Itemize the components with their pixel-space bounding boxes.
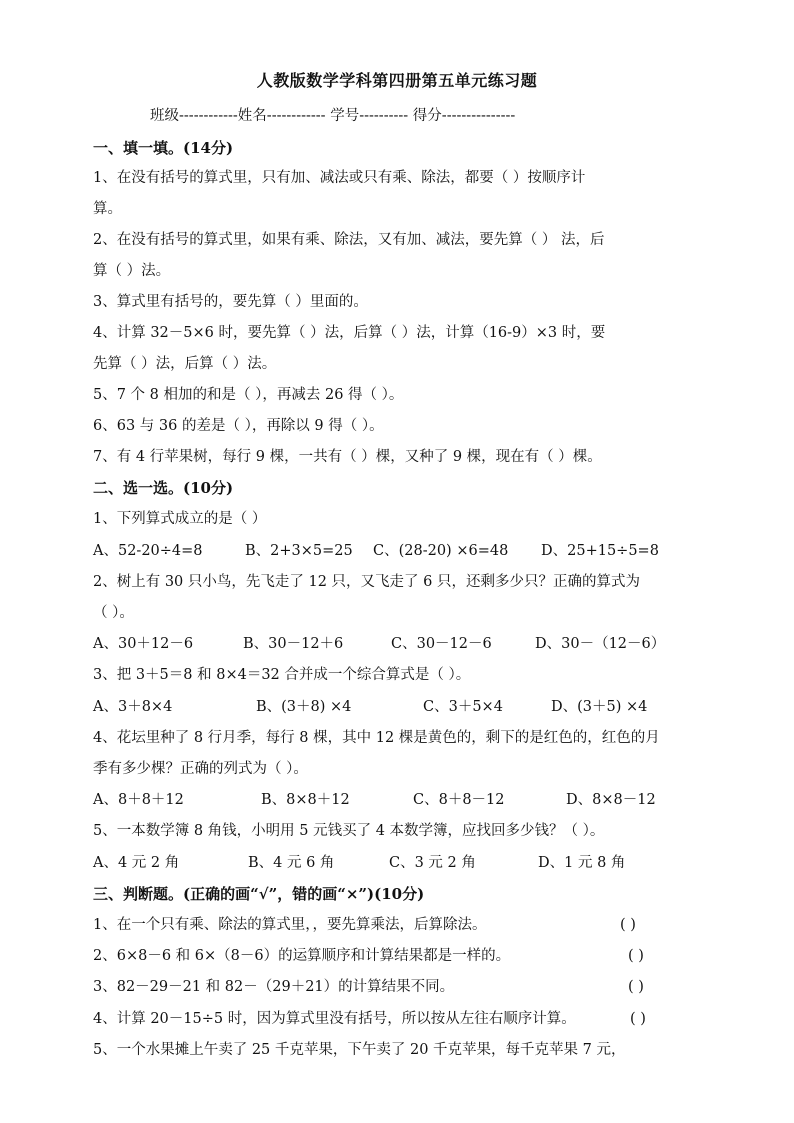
choose-q1-option-a: A、52-20÷4=8 [93, 543, 203, 559]
fill-q1-line2: 算。 [93, 201, 122, 217]
fill-q6: 6、63 与 36 的差是（ ），再除以 9 得（ ）。 [93, 418, 384, 434]
choose-q2-options [93, 634, 703, 654]
choose-q3-option-d: D、(3＋5) ×4 [551, 699, 648, 715]
fill-q5: 5、7 个 8 相加的和是（ ），再减去 26 得（ ）。 [93, 387, 404, 403]
fill-q7: 7、有 4 行苹果树，每行 9 棵，一共有（ ）棵，又种了 9 棵，现在有（ ）棵。 [93, 449, 602, 465]
fill-q3: 3、算式里有括号的，要先算（ ）里面的。 [93, 294, 368, 310]
choose-q4-option-d: D、8×8－12 [566, 792, 656, 808]
judge-q5: 5、一个水果摊上午卖了 25 千克苹果，下午卖了 20 千克苹果，每千克苹果 7 元， [93, 1042, 626, 1058]
choose-q3-options [93, 697, 703, 717]
choose-q3-option-c: C、3＋5×4 [423, 699, 503, 715]
page-title: 人教版数学学科第四册第五单元练习题 [256, 71, 538, 90]
choose-q2-option-b: B、30－12＋6 [243, 636, 344, 652]
choose-q5-option-b: B、4 元 6 角 [248, 855, 335, 871]
choose-q2-line2: （ ）。 [93, 605, 134, 621]
choose-q1-option-d: D、25+15÷5=8 [541, 543, 659, 559]
choose-q5-options [93, 853, 703, 873]
judge-q3: 3、82－29－21 和 82－（29＋21）的计算结果不同。 [93, 979, 455, 995]
judge-q2-answer-blank[interactable]: ( ) [628, 948, 644, 964]
choose-q2-option-c: C、30－12－6 [391, 636, 492, 652]
choose-q5-option-a: A、4 元 2 角 [93, 855, 180, 871]
choose-q3: 3、把 3＋5＝8 和 8×4＝32 合并成一个综合算式是（ ）。 [93, 667, 471, 683]
choose-q2-option-d: D、30－（12－6） [535, 636, 666, 652]
fill-q4-line1: 4、计算 32－5×6 时，要先算（ ）法，后算（ ）法，计算（16-9）×3 时，要 [93, 325, 606, 341]
choose-q4-line1: 4、花坛里种了 8 行月季，每行 8 棵，其中 12 棵是黄色的，剩下的是红色的，红色的月 [93, 730, 660, 746]
choose-q1-option-c: C、(28-20) ×6=48 [373, 543, 509, 559]
choose-q3-option-a: A、3＋8×4 [93, 699, 173, 715]
choose-q1-options [93, 541, 703, 561]
choose-q4-line2: 季有多少棵？正确的列式为（ ）。 [93, 761, 308, 777]
choose-q4-option-b: B、8×8＋12 [261, 792, 350, 808]
judge-q1-answer-blank[interactable]: ( ) [620, 917, 636, 933]
student-info-line: 班级------------姓名------------ 学号---------- 得分--------------- [150, 108, 516, 124]
judge-q4: 4、计算 20－15÷5 时，因为算式里没有括号，所以按从左往右顺序计算。 [93, 1011, 576, 1027]
choose-q5: 5、一本数学簿 8 角钱，小明用 5 元钱买了 4 本数学簿，应找回多少钱？（ ）。 [93, 823, 605, 839]
section-fill-heading: 一、填一填。(14分) [93, 139, 234, 157]
choose-q4-option-a: A、8＋8＋12 [93, 792, 184, 808]
section-judge-heading: 三、判断题。(正确的画“√”，错的画“×”)(10分) [93, 885, 425, 903]
fill-q2-line2: 算（ ）法。 [93, 263, 171, 279]
fill-q1-line1: 1、在没有括号的算式里，只有加、减法或只有乘、除法，都要（ ）按顺序计 [93, 170, 586, 186]
choose-q1: 1、下列算式成立的是（ ） [93, 511, 267, 527]
judge-q1: 1、在一个只有乘、除法的算式里，，要先算乘法，后算除法。 [93, 917, 487, 933]
fill-q4-line2: 先算（ ）法，后算（ ）法。 [93, 356, 277, 372]
judge-q3-answer-blank[interactable]: ( ) [628, 979, 644, 995]
choose-q1-option-b: B、2+3×5=25 [245, 543, 353, 559]
choose-q2-option-a: A、30＋12－6 [93, 636, 194, 652]
choose-q5-option-d: D、1 元 8 角 [538, 855, 626, 871]
judge-q4-answer-blank[interactable]: ( ) [630, 1011, 646, 1027]
choose-q4-option-c: C、8＋8－12 [413, 792, 505, 808]
choose-q4-options [93, 790, 703, 810]
fill-q2-line1: 2、在没有括号的算式里，如果有乘、除法，又有加、减法，要先算（ ） 法，后 [93, 232, 605, 248]
choose-q2-line1: 2、树上有 30 只小鸟，先飞走了 12 只，又飞走了 6 只，还剩多少只？正确的算式为 [93, 574, 641, 590]
section-choose-heading: 二、选一选。(10分) [93, 479, 234, 497]
judge-q2: 2、6×8－6 和 6×（8－6）的运算顺序和计算结果都是一样的。 [93, 948, 511, 964]
choose-q5-option-c: C、3 元 2 角 [389, 855, 476, 871]
choose-q3-option-b: B、(3＋8) ×4 [256, 699, 352, 715]
